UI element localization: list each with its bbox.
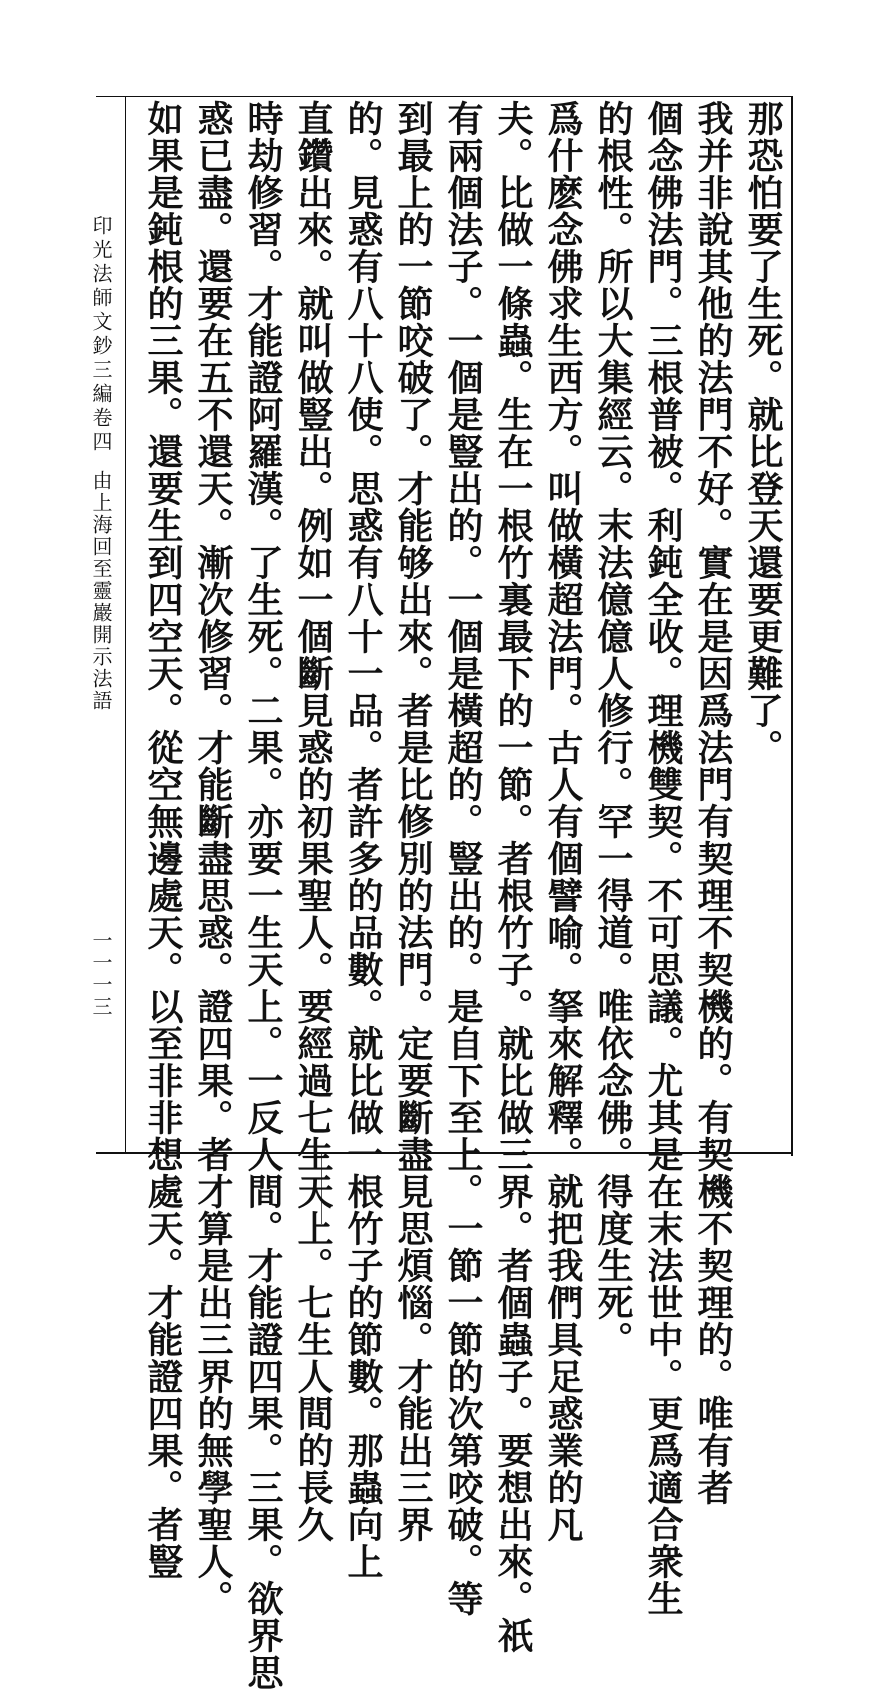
- text-column: 那恐怕要了生死。就比登天還要更難了。: [742, 100, 784, 766]
- text-column: 惑已盡。還要在五不還天。漸次修習。才能斷盡思惑。證四果。者才算是出三界的無學聖人。: [192, 100, 234, 1617]
- text-column: 個念佛法門。三根普被。利鈍全收。理機雙契。不可思議。尤其是在末法世中。更爲適合衆生: [642, 100, 684, 1617]
- text-column: 的根性。所以大集經云。末法億億人修行。罕一得道。唯依念佛。得度生死。: [592, 100, 634, 1358]
- text-column: 有兩個法子。一個是豎出的。一個是橫超的。豎出的。是自下至上。一節一節的次第咬破。等: [442, 100, 484, 1617]
- text-column: 爲什麽念佛求生西方。叫做橫超法門。古人有個譬喻。拏來解釋。就把我們具足惑業的凡: [542, 100, 584, 1543]
- running-section-title: 由上海回至靈巖開示法語: [89, 470, 113, 712]
- page-number: 一一一三: [89, 930, 113, 1018]
- running-book-title: 印光法師文鈔三編卷四: [89, 215, 113, 455]
- text-column: 我并非說其他的法門不好。實在是因爲法門有契理不契機的。有契機不契理的。唯有者: [692, 100, 734, 1506]
- text-column: 的。見惑有八十八使。思惑有八十一品。者許多的品數。就比做一根竹子的節數。那蟲向上: [342, 100, 384, 1580]
- text-column: 時劫修習。才能證阿羅漢。了生死。二果。亦要一生天上。一反人間。才能證四果。三果。欲界思: [242, 100, 284, 1691]
- text-column: 到最上的一節咬破了。才能够出來。者是比修別的法門。定要斷盡見思煩惱。才能出三界: [392, 100, 434, 1543]
- text-column: 夫。比做一條蟲。生在一根竹裏最下的一節。者根竹子。就比做三界。者個蟲子。要想出來。祇: [492, 100, 534, 1654]
- text-column: 如果是鈍根的三果。還要生到四空天。從空無邊處天。以至非非想處天。才能證四果。者豎: [142, 100, 184, 1580]
- text-column: 直鑽出來。就叫做豎出。例如一個斷見惑的初果聖人。要經過七生天上。七生人間的長久: [292, 100, 334, 1543]
